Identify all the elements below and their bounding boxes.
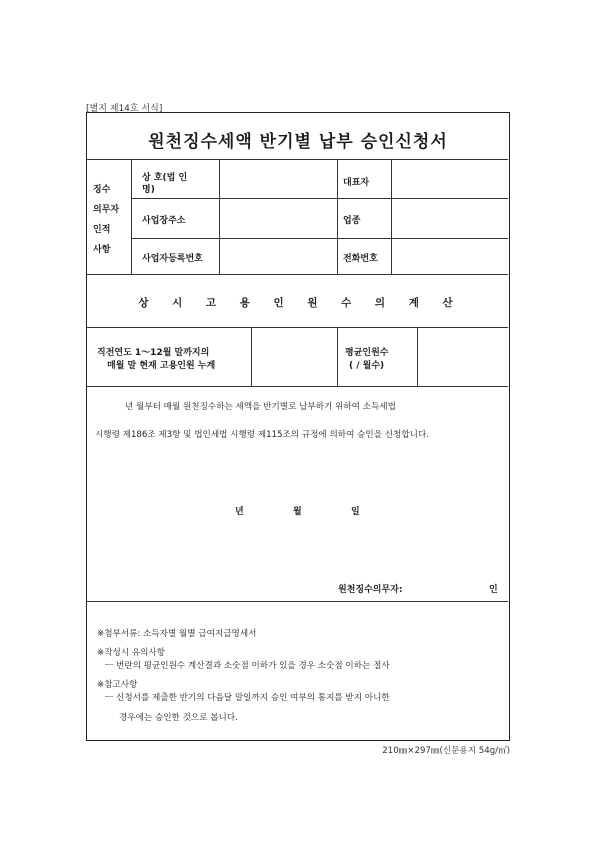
phone-label: 전화번호 <box>343 254 378 264</box>
declaration-line-1: 년 월부터 매월 원천징수하는 세액을 반기별로 납부하기 위하여 소득세법 <box>125 402 396 412</box>
average-label: 평균인원수 <box>345 348 389 358</box>
writing-notes-item: ㅡ 번란의 평균인원수 계산결과 소숫점 이하가 있을 경우 소숫점 이하는 절사 <box>105 661 390 671</box>
rule-value-col <box>337 159 338 274</box>
declaration-line-2: 시행령 제186조 제3항 및 법인세법 시행령 제115조의 규정에 의하여 승인을 신청합니다. <box>95 430 429 440</box>
applicant-group-label-2: 의무자 <box>93 205 120 215</box>
rule-label-col <box>219 159 220 274</box>
applicant-group-label-4: 사항 <box>93 245 111 255</box>
rule-calc-col1 <box>251 327 252 386</box>
calc-section-title: 상 시 고 용 인 원 수 의 계 산 <box>138 297 458 309</box>
rule-applicant-bottom <box>87 274 508 275</box>
date-year-label: 년 <box>235 507 244 517</box>
rule-group-col <box>131 159 132 274</box>
rule-row2 <box>131 238 508 239</box>
form-title: 원천징수세액 반기별 납부 승인신청서 <box>148 132 448 152</box>
rule-calc-title-bottom <box>87 327 508 328</box>
cumulative-label: 직전연도 1～12월 말까지의 <box>97 348 210 358</box>
rule-title-bottom <box>87 159 508 160</box>
date-month-label: 월 <box>293 507 302 517</box>
average-label-cont: ( / 월수) <box>349 361 385 371</box>
applicant-group-label-3: 인적 <box>93 225 111 235</box>
business-type-label: 업종 <box>343 216 361 226</box>
trade-name-label: 상 호(법 인 <box>142 173 188 183</box>
reference-notes-item-cont: 경우에는 승인한 것으로 봅니다. <box>119 713 238 723</box>
rule-calc-col2 <box>337 327 338 386</box>
reference-notes-item: ㅡ 신청서를 제출한 반기의 다음달 말일까지 승인 여부의 통지를 받지 아니한 <box>105 693 390 703</box>
trade-name-label-cont: 명) <box>142 185 155 195</box>
representative-label: 대표자 <box>343 178 370 188</box>
applicant-group-label-1: 징수 <box>93 185 111 195</box>
rule-calc-bottom <box>87 386 508 387</box>
writing-notes-title: ※작성시 유의사항 <box>97 648 166 658</box>
form-number: [별지 제14호 서식] <box>86 104 163 114</box>
seal-mark: 인 <box>489 585 498 595</box>
rule-label2-col <box>391 159 392 274</box>
application-form <box>86 112 510 741</box>
attachment-note: ※첨부서류: 소득자별 월별 급여지급명세서 <box>97 629 257 639</box>
paper-spec: 210㎜×297㎜(신문용지 54g/㎡) <box>382 746 510 756</box>
date-day-label: 일 <box>351 507 360 517</box>
reference-notes-title: ※참고사항 <box>97 680 138 690</box>
rule-row1 <box>131 198 508 199</box>
cumulative-label-cont: 매월 말 현재 고용인원 누계 <box>107 361 216 371</box>
registration-number-label: 사업자등록번호 <box>142 254 203 264</box>
signer-label: 원천징수의무자: <box>338 585 403 595</box>
rule-declaration-bottom <box>87 601 508 602</box>
rule-calc-col3 <box>417 327 418 386</box>
address-label: 사업장주소 <box>142 216 186 226</box>
